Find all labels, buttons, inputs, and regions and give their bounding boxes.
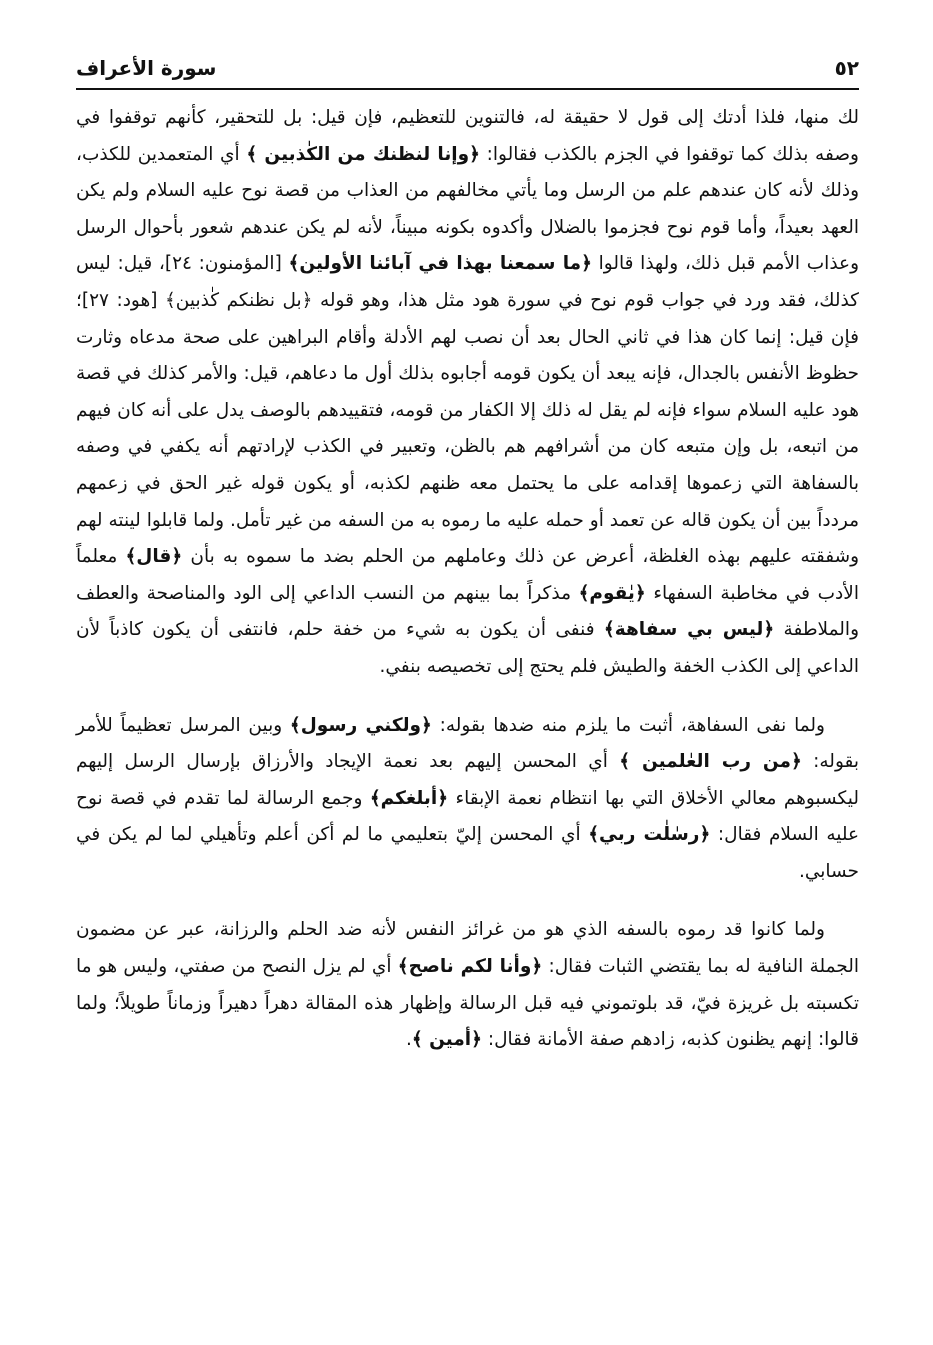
text-segment: ولما نفى السفاهة، أثبت ما يلزم منه ضدها بقوله: (431, 714, 825, 736)
quran-quote: ﴿رسٰلٰت ربي﴾ (588, 824, 711, 846)
quran-quote: ﴿يٰقوم﴾ (578, 582, 646, 604)
text-segment: أي لم يزل النصح من صفتي، وليس هو ما تكسبته بل غريزة فيّ، قد بلوتموني فيه قبل الرسالة وإظهار هذه المقالة دهراً دهيراً وزماناً طويلاً؛ ولما قالوا: إنهم يظنون كذبه، زادهم صفة الأمانة فقال: (76, 956, 859, 1051)
quran-quote: ﴿وإنا لنظنك من الكٰذبين ﴾ (246, 143, 480, 165)
quran-quote: ﴿من رب العٰلمين ﴾ (619, 751, 802, 773)
quran-quote: ﴿بل نظنكم كٰذبين﴾ (164, 289, 313, 311)
text-segment: أي المحسن إليّ بتعليمي ما لم أكن أعلم وتأهيلي لما لم يكن في حسابي. (76, 824, 859, 882)
text-segment: معلماً الأدب في مخاطبة السفهاء (76, 546, 859, 604)
paragraph (76, 912, 859, 1058)
surah-title: سورة الأعراف (76, 56, 217, 80)
quran-quote: ﴿ما سمعنا بهذا في آبائنا الأولين﴾ (288, 253, 592, 275)
page-number: ٥٢ (834, 56, 859, 80)
quran-quote: ﴿أمين ﴾ (411, 1029, 482, 1051)
text-segment: [هود: ٢٧]؛ فإن قيل: إنما كان هذا في ثاني الحال بعد أن نصب لهم الأدلة وأقام البراهين على صحة مدعاه وثارت حظوظ الأنفس بالجدال، فإنه يبعد أن يكون قومه أجابوه بذلك أول ما دعاهم، قيل: والأمر كذلك في قصة هود عليه السلام سواء فإنه لم يقل له ذلك إلا الكفار من قومه، فتقييدهم بالوصف يدل على أنه كان فيهم من اتبعه، بل وإن متبعه كان من أشرافهم هم بالظن، وتعبير في الكذب لإرادتهم أنه يكفي في وصفه بالسفاهة التي زعموها إقدامه على ما يحتمل معه ظنهم لكذبه، أو يكون قوله غير الحق في زعمهم مردداً بين أن يكون قاله عن تعمد أو حمله عليه ما رموه به من السفه من غير تأمل. ولما قابلوا لينته لهم وشفقته عليهم بهذه الغلظة، أعرض عن ذلك وعاملهم من الحلم بضد ما سموه به بأن (76, 289, 859, 568)
text-segment: أي المتعمدين للكذب، وذلك لأنه كان عندهم علم من الرسل وما يأتي مخالفهم من العذاب من قصة نوح عليه السلام ولم يكن العهد بعيداً، وأما قوم نوح فجزموا بالضلال وأكدوه بكونه مبيناً، لأنه لم يكن عندهم شعور بأحوال الرسل وعذاب الأمم قبل ذلك، ولهذا قالوا (76, 143, 859, 275)
text-segment: أي المحسن إليهم بعد نعمة الإيجاد والأرزاق بإرسال الرسل إليهم ليكسبوهم معالي الأخلاق التي بها انتظام نعمة الإبقاء (76, 751, 859, 809)
quran-quote: ﴿ولكني رسول﴾ (289, 714, 432, 736)
quran-quote: ﴿أبلغكم﴾ (369, 787, 449, 809)
paragraph (76, 100, 859, 686)
text-segment: [المؤمنون: ٢٤]، قيل: ليس كذلك، فقد ورد في جواب قوم نوح في سورة هود مثل هذا، وهو قوله (76, 253, 859, 311)
quran-quote: ﴿وأنا لكم ناصح﴾ (397, 956, 543, 978)
text-segment: وبين المرسل تعظيماً للأمر بقوله: (76, 714, 860, 773)
text-segment: وجمع الرسالة لما تقدم في قصة نوح عليه السلام فقال: (76, 787, 859, 846)
page-body (76, 100, 859, 1059)
text-segment: فنفى أن يكون به شيء من خفة حلم، فانتفى أن يكون كاذباً لأن الداعي إلى الكذب الخفة والطيش فلم يحتج إلى تخصيصه بنفي. (76, 619, 859, 677)
header-divider (76, 88, 859, 90)
text-segment: لك منها، فلذا أدتك إلى قول لا حقيقة له، فالتنوين للتعظيم، فإن قيل: بل للتحقير، كأنهم توقفوا في وصفه بذلك كما توقفوا في الجزم بالكذب فقالوا: (76, 107, 859, 165)
quran-quote: ﴿ليس بي سفاهة﴾ (603, 619, 775, 641)
quran-quote: ﴿قال﴾ (125, 546, 183, 568)
page-header (76, 52, 859, 86)
text-segment: . (405, 1029, 412, 1051)
text-segment: مذكراً بما بينهم من النسب الداعي إلى الود والمناصحة والعطف والملاطفة (76, 582, 860, 641)
paragraph (76, 708, 859, 891)
text-segment: ولما كانوا قد رموه بالسفه الذي هو من غرائز النفس لأنه ضد الحلم والرزانة، عبر عن مضمون الجملة النافية له بما يقتضي الثبات فقال: (76, 919, 859, 978)
